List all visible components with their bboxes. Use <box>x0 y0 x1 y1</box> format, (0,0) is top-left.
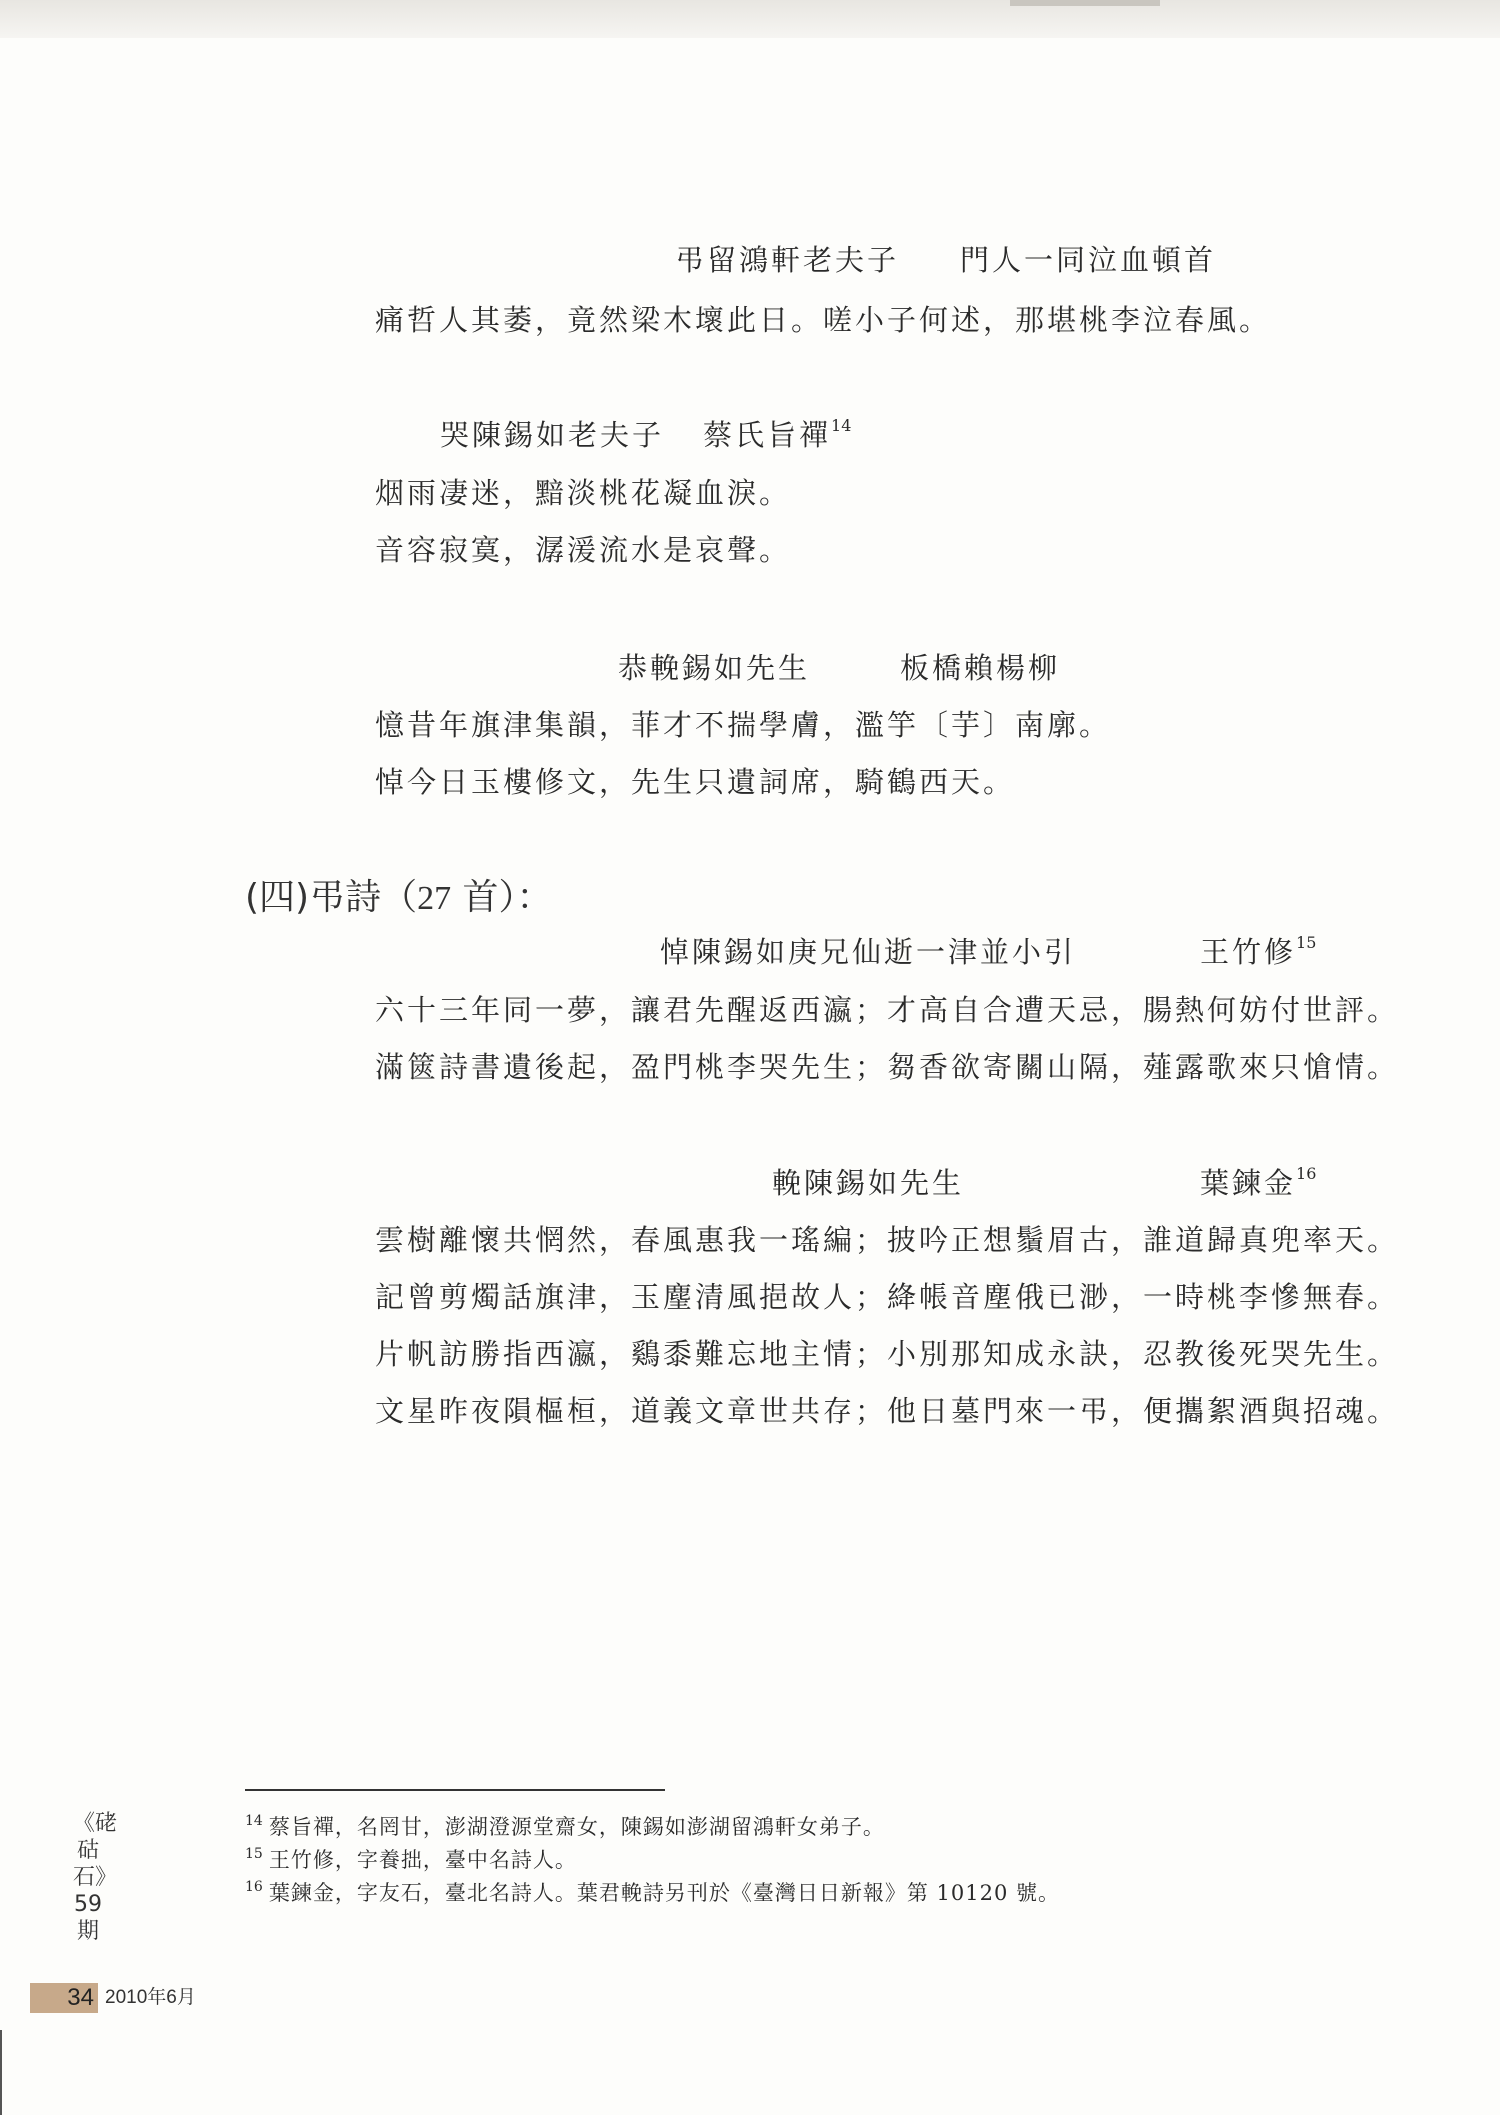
poem-author: 板橋賴楊柳 <box>900 651 1061 685</box>
footnote-ref: 14 <box>831 416 852 435</box>
poem-author: 葉鍊金$^{16}$ <box>1200 1164 1317 1200</box>
poem-line: 六十三年同一夢，讓君先醒返西瀛；才高自合遭天忌，腸熱何妨付世評。 <box>375 993 1400 1027</box>
poem-heading: 恭輓錫如先生 <box>618 651 811 685</box>
poem-heading: 哭陳錫如老夫子 <box>440 418 665 452</box>
poem-author: 王竹修$^{15}$ <box>1200 933 1317 969</box>
poem-line: 片帆訪勝指西瀛，鷄黍難忘地主情；小別那知成永訣，忍教後死哭先生。 <box>375 1337 1400 1371</box>
poem-line: 悼今日玉樓修文，先生只遺詞席，騎鶴西天。 <box>375 765 1016 799</box>
poem-line: 烟雨凄迷，黯淡桃花凝血淚。 <box>375 476 792 510</box>
poem-author: 蔡氏旨禪$^{14}$ <box>703 416 852 452</box>
section-heading: (四)弔詩（27 首）： <box>245 877 553 918</box>
poem-heading: 輓陳錫如先生 <box>772 1166 965 1200</box>
poem-line: 憶昔年旗津集韻，菲才不揣學膚，濫竽〔芋〕南廓。 <box>375 708 1112 742</box>
poem-heading: 悼陳錫如庚兄仙逝一津並小引 <box>660 935 1077 969</box>
poem-author: 門人一同泣血頓首 <box>960 243 1217 277</box>
poem-line: 音容寂寞，潺湲流水是哀聲。 <box>375 533 792 567</box>
top-strip-mark <box>1010 0 1160 6</box>
footnote-ref: 16 <box>1296 1164 1317 1183</box>
footnote: $^{15}$ 王竹修，字養拙，臺中名詩人。 <box>245 1846 577 1872</box>
top-scan-strip <box>0 0 1500 38</box>
poem-heading: 弔留鴻軒老夫子 <box>675 243 900 277</box>
poem-line: 雲樹離懷共惘然，春風惠我一瑤編；披吟正想鬚眉古，誰道歸真兜率天。 <box>375 1223 1400 1257</box>
poem-line: 文星昨夜隕樞桓，道義文章世共存；他日墓門來一弔，便攜絮酒與招魂。 <box>375 1394 1400 1428</box>
poem-line: 記曾剪燭話旗津，玉麈清風挹故人；絳帳音塵俄已渺，一時桃李慘無春。 <box>375 1280 1400 1314</box>
footnote-rule <box>245 1789 665 1791</box>
issue-date: 2010年6月 <box>105 1987 196 2008</box>
footnote: $^{16}$ 葉鍊金，字友石，臺北名詩人。葉君輓詩另刊於《臺灣日日新報》第 10120 號。 <box>245 1879 1060 1905</box>
journal-title: 《硓𥑮石》59期 <box>73 1811 118 1944</box>
poem-line: 痛哲人其萎，竟然梁木壞此日。嗟小子何述，那堪桃李泣春風。 <box>375 303 1272 337</box>
poem-line: 滿篋詩書遺後起，盈門桃李哭先生；芻香欲寄關山隔，薤露歌來只愴情。 <box>375 1050 1400 1084</box>
footnote-ref: 15 <box>1296 933 1317 952</box>
footnote: $^{14}$ 蔡旨禪，名罔甘，澎湖澄源堂齋女，陳錫如澎湖留鴻軒女弟子。 <box>245 1813 885 1839</box>
scan-edge <box>0 2030 2 2115</box>
page-number: 34 <box>30 1983 98 2013</box>
